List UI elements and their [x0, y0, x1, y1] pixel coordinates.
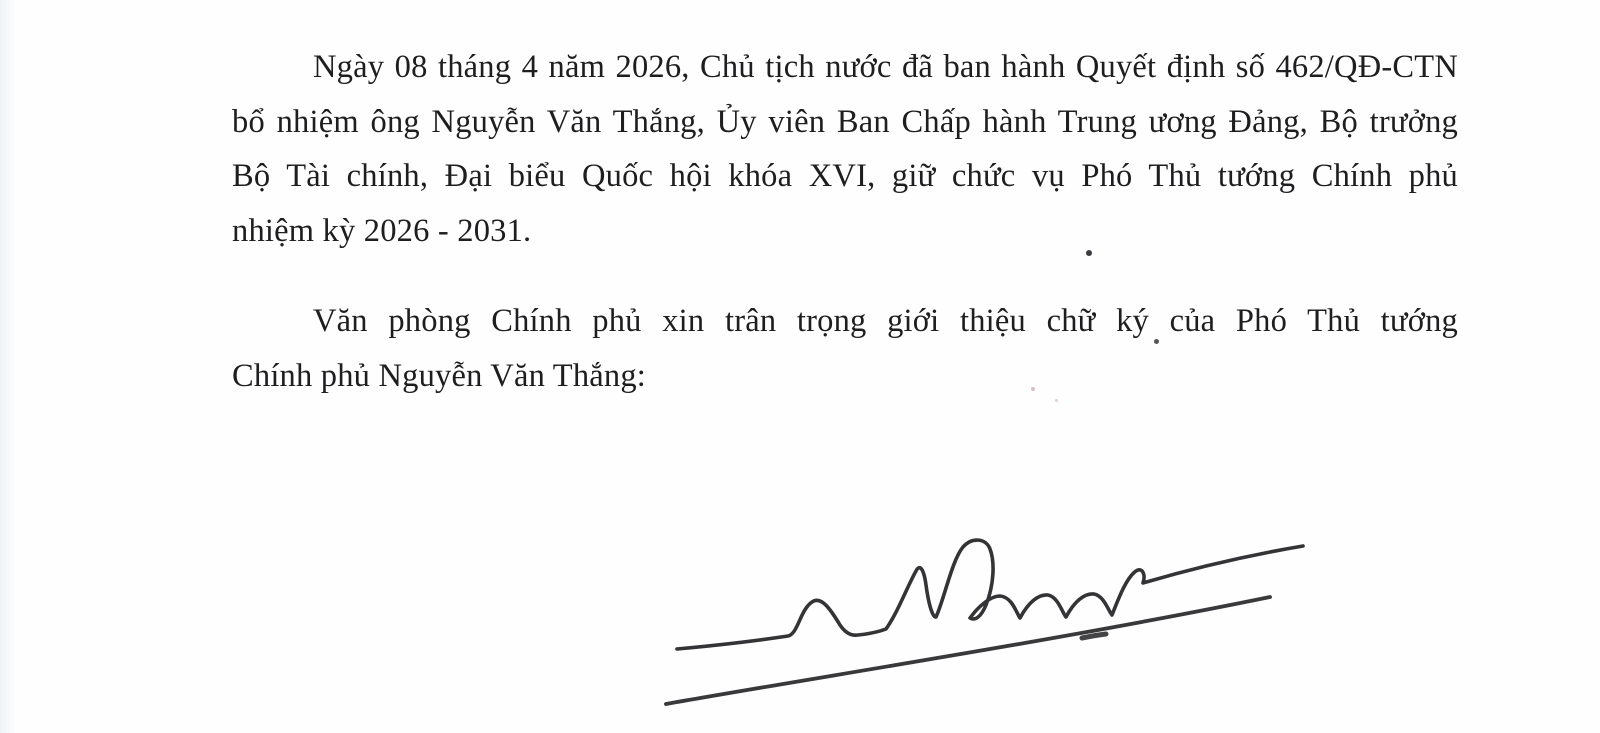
signature-ink-svg: [630, 503, 1320, 731]
signature-underline-dash: [1082, 634, 1106, 638]
document-body-text: [232, 40, 1458, 403]
paragraph-line: Bộ Tài chính, Đại biểu Quốc hội khóa XVI, giữ chức vụ Phó Thủ tướng Chính phủ: [232, 158, 1458, 194]
paragraph-line: bổ nhiệm ông Nguyễn Văn Thắng, Ủy viên Ban Chấp hành Trung ương Đảng, Bộ trưởng: [232, 103, 1458, 140]
paragraph-line: Văn phòng Chính phủ xin trân trọng giới thiệu chữ ký của Phó Thủ tướng: [313, 303, 1458, 339]
paragraph-line: Chính phủ Nguyễn Văn Thắng:: [232, 357, 647, 394]
paragraph-appointment: [232, 40, 1458, 258]
paragraph-line: nhiệm kỳ 2026 - 2031.: [232, 212, 532, 249]
signature-main-stroke: [677, 540, 1303, 649]
signature: [630, 503, 1320, 731]
signature-underline-stroke: [666, 597, 1270, 704]
paragraph-line: Ngày 08 tháng 4 năm 2026, Chủ tịch nước đã ban hành Quyết định số 462/QĐ-CTN: [313, 49, 1458, 85]
paragraph-signature-intro: [232, 294, 1458, 403]
